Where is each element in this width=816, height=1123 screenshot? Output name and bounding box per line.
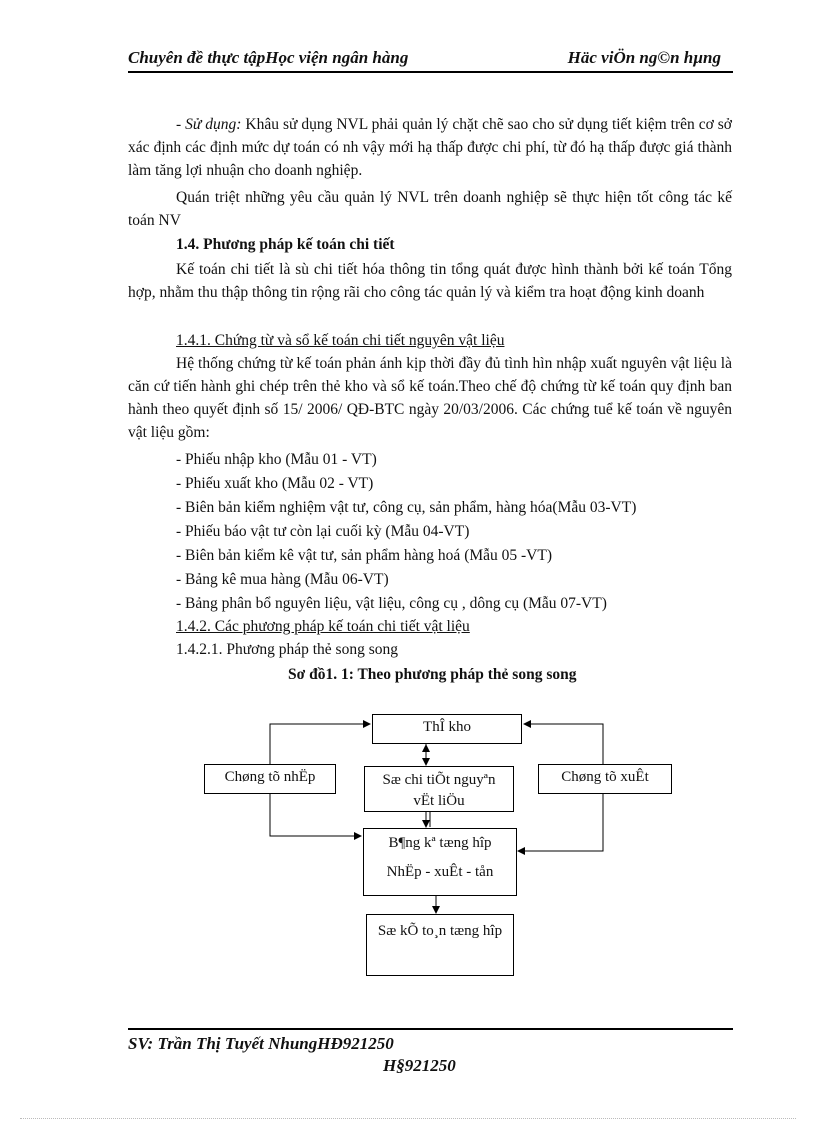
diagram-title: Sơ đồ1. 1: Theo phương pháp thẻ song song	[288, 666, 577, 683]
page-bottom-divider	[20, 1118, 796, 1119]
heading-1-4-2-1: 1.4.2.1. Phương pháp thẻ song song	[176, 641, 398, 658]
list-item: - Phiếu xuất kho (Mẫu 02 - VT)	[176, 475, 374, 492]
list-item: - Phiếu báo vật tư còn lại cuối kỳ (Mẫu 04-VT)	[176, 523, 470, 540]
list-item: - Phiếu nhập kho (Mẫu 01 - VT)	[176, 451, 377, 468]
arrow-nhap-to-the-kho	[270, 724, 370, 764]
box-the-kho: ThÎ kho	[372, 714, 522, 744]
arrow-xuat-to-bang-ke	[518, 794, 603, 851]
arrow-nhap-to-bang-ke	[270, 794, 361, 836]
footer-code: H§921250	[383, 1056, 456, 1075]
paragraph-ke-toan-chi-tiet: Kế toán chi tiết là sù chi tiết hóa thông tin tổng quát được hình thành bởi kế toán Tổng hợp, nhằm thu thập thông tin rộng rãi cho công tác quản lý và kiểm tra hoạt động kinh doanh	[128, 261, 732, 301]
list-item: - Biên bản kiểm nghiệm vật tư, công cụ, sản phẩm, hàng hóa(Mẫu 03-VT)	[176, 499, 637, 516]
box-so-ke-toan-tong-hop: Sæ kÕ to¸n tæng hîp	[366, 914, 514, 976]
box-so-chi-tiet: Sæ chi tiÕt nguyªn vËt liÖu	[364, 766, 514, 812]
bang-ke-line-2: NhËp - xuÊt - tån	[386, 864, 494, 880]
box-chung-tu-nhap: Chøng tõ nhËp	[204, 764, 336, 794]
header-left: Chuyên đề thực tậpHọc viện ngân hàng	[128, 48, 409, 67]
footer-rule	[128, 1028, 733, 1030]
arrow-xuat-to-the-kho	[524, 724, 603, 764]
paragraph-quan-triet: Quán triệt những yêu cầu quản lý NVL trên doanh nghiệp sẽ thực hiện tốt công tác kế toán NV	[128, 189, 732, 229]
paragraph-he-thong: Hệ thống chứng từ kế toán phản ánh kịp thời đầy đủ tình hìn nhập xuất nguyên vật liệu là căn cứ tiến hành ghi chép trên thẻ kho và sổ kế toán.Theo chế độ chứng từ kế toán quy định ban hành theo quyết định số 15/ 2006/ QĐ-BTC ngày 20/03/2006. Các chứng tuể kế toán về nguyên vật liệu gồm:	[128, 355, 732, 441]
box-chung-tu-xuat: Chøng tõ xuÊt	[538, 764, 672, 794]
list-item: - Bảng kê mua hàng (Mẫu 06-VT)	[176, 571, 389, 588]
heading-1-4-2: 1.4.2. Các phương pháp kế toán chi tiết vật liệu	[176, 618, 470, 635]
su-dung-label: - Sử dụng:	[176, 116, 242, 133]
list-item: - Biên bản kiểm kê vật tư, sản phẩm hàng hoá (Mẫu 05 -VT)	[176, 547, 552, 564]
su-dung-text: Khâu sử dụng NVL phải quản lý chặt chẽ sao cho sử dụng tiết kiệm trên cơ sở xác định các định mức dự toán có nh vậy mới hạ thấp được chi phí, từ đó hạ thấp được giá thành làm tăng lợi nhuận cho doanh nghiệp.	[128, 116, 733, 179]
box-bang-ke-tong-hop	[363, 828, 517, 896]
bang-ke-line-1: B¶ng kª tæng hîp	[388, 835, 492, 851]
footer-student: SV: Trần Thị Tuyết NhungHĐ921250	[128, 1034, 394, 1053]
heading-1-4: 1.4. Phương pháp kế toán chi tiết	[176, 236, 395, 253]
header-right: Häc viÖn ng©n hµng	[567, 48, 721, 67]
heading-1-4-1: 1.4.1. Chứng từ và sổ kế toán chi tiết nguyên vật liệu	[176, 332, 505, 349]
list-item: - Bảng phân bổ nguyên liệu, vật liệu, công cụ , dông cụ (Mẫu 07-VT)	[176, 595, 607, 612]
